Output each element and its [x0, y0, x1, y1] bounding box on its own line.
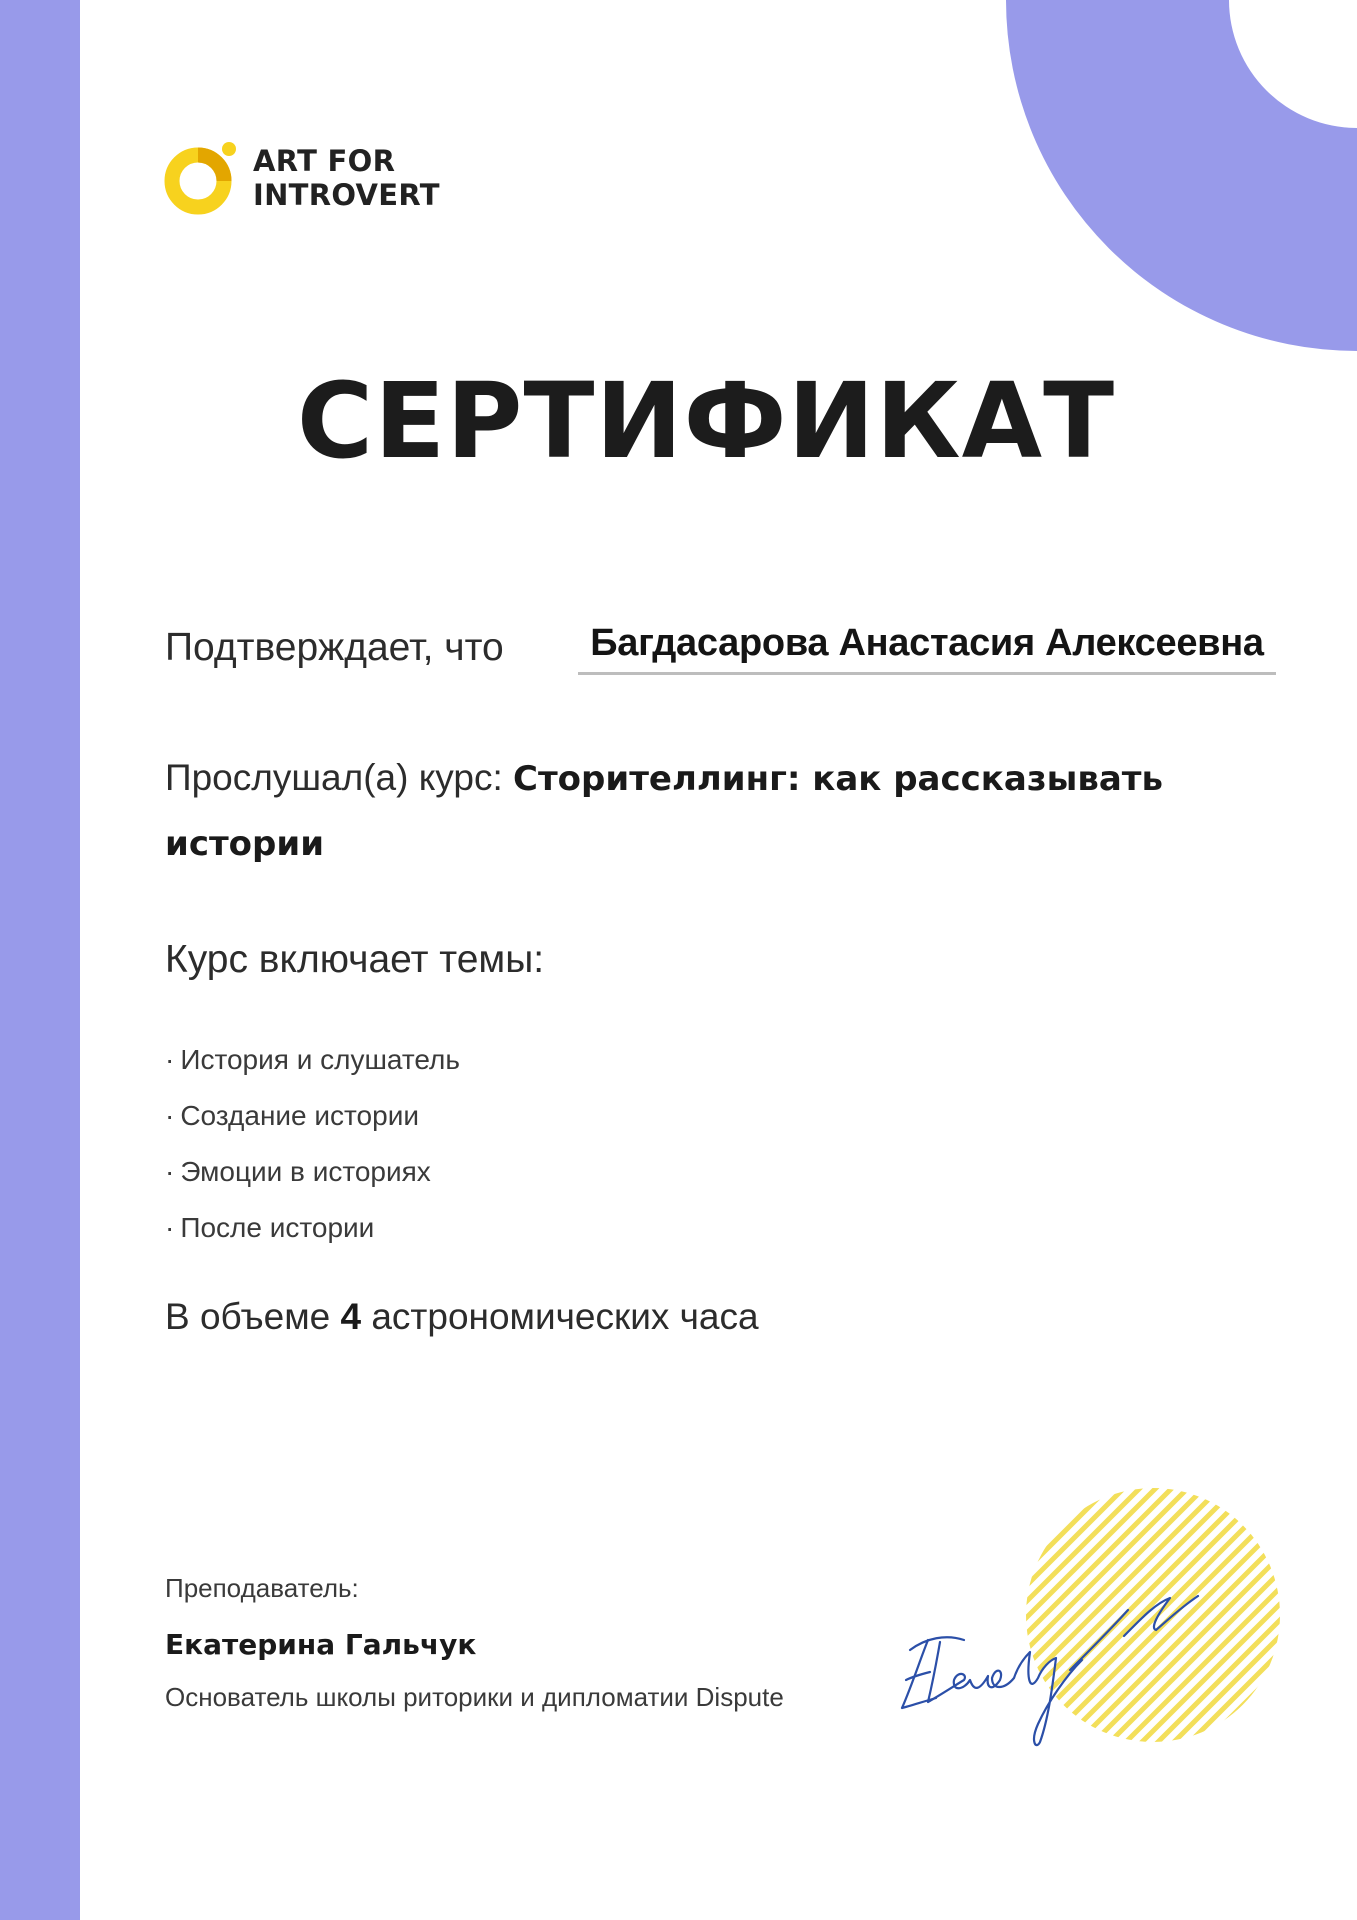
signature-stamp: [880, 1480, 1300, 1760]
volume-prefix: В объеме: [165, 1296, 331, 1337]
brand-logo: [163, 140, 440, 216]
volume-hours: 4: [340, 1296, 362, 1337]
topics-heading: Курс включает темы:: [165, 938, 545, 981]
teacher-role: Основатель школы риторики и дипломатии Dispute: [165, 1682, 784, 1712]
course-name: Сторителлинг: как рассказывать истории: [165, 759, 1163, 864]
brand-line-1: ART FOR: [253, 144, 396, 178]
volume-suffix: астрономических часа: [371, 1296, 759, 1337]
course-line: [165, 746, 1285, 876]
topics-list: [165, 1032, 460, 1256]
topic-item: · История и слушатель: [165, 1032, 460, 1088]
ring-logo-icon: [163, 140, 239, 216]
topic-item: · После истории: [165, 1200, 460, 1256]
recipient-name: Багдасарова Анастасия Алексеевна: [590, 622, 1264, 664]
left-accent-band: [0, 0, 80, 1920]
brand-wordmark: [253, 144, 440, 212]
course-volume: [165, 1293, 759, 1341]
recipient-name-field: [578, 618, 1276, 675]
course-label: Прослушал(а) курс:: [165, 757, 503, 798]
confirms-label: Подтверждает, что: [165, 626, 504, 669]
topic-item: · Создание истории: [165, 1088, 460, 1144]
topic-item: · Эмоции в историях: [165, 1144, 460, 1200]
teacher-name: Екатерина Гальчук: [165, 1628, 477, 1661]
brand-line-2: INTROVERT: [253, 178, 440, 212]
certificate-title: СЕРТИФИКАТ: [296, 360, 1116, 482]
striped-circle-icon: [880, 1480, 1300, 1760]
teacher-label: Преподаватель:: [165, 1573, 359, 1603]
